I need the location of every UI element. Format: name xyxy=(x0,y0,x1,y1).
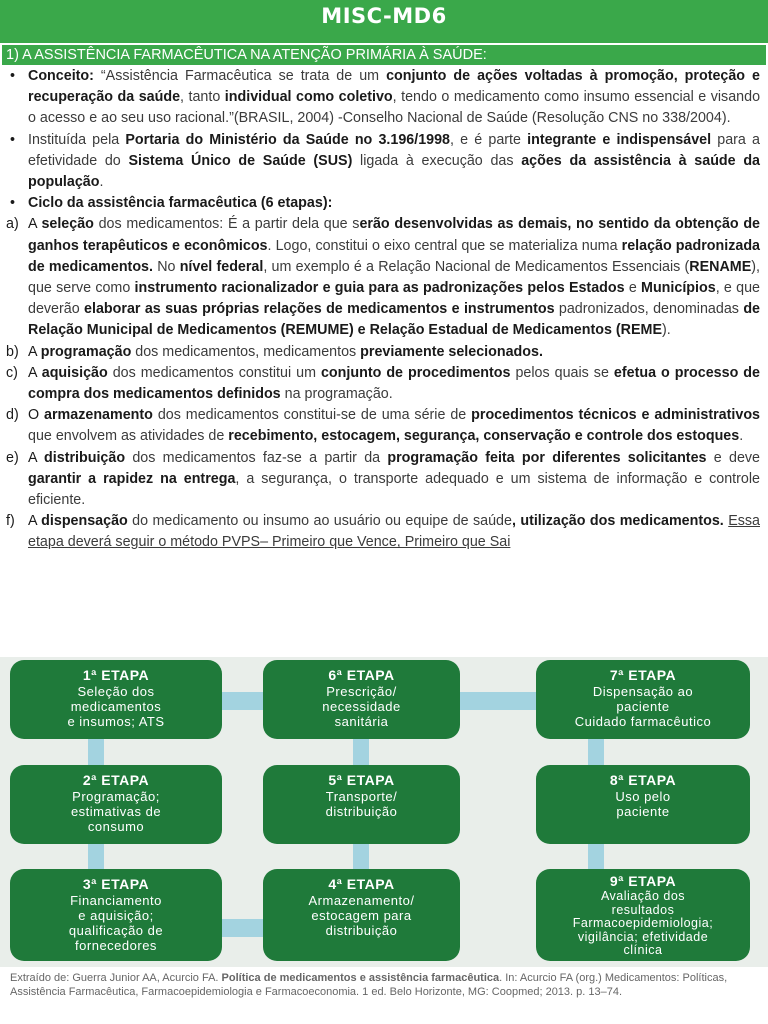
item-aquisicao: c) A aquisição dos medicamentos constitui um conjunto de procedimentos pelos quais se efetua o processo de compra dos medicamentos definidos na programação. xyxy=(6,364,760,403)
item-armazenamento: d) O armazenamento dos medicamentos constitui-se de uma série de procedimentos técnicos e administrativos que envolvem as atividades de recebimento, estocagem, segurança, conservação e controle dos estoques. xyxy=(6,407,761,445)
item-programacao: b) A programação dos medicamentos, medicamentos previamente selecionados. xyxy=(6,343,543,360)
bullet-conceito: • Conceito: “Assistência Farmacêutica se trata de um conjunto de ações voltadas à promoção, proteção e recuperação da saúde, tanto individual como coletivo, tendo o medicamento como insumo essencial e visando o acesso e ao seu uso racional.”(BRASIL, 2004) -Conselho Nacional de Saúde (Resolução CNS no 338/2004). xyxy=(10,68,761,127)
label: Conceito: xyxy=(28,68,94,84)
item-distribuicao: e) A distribuição dos medicamentos faz-se a partir da programação feita por diferentes solicitantes e deve garantir a rapidez na entrega, a segurança, o transporte adequado e um sistema de informação e controle eficiente. xyxy=(6,449,760,509)
stage-4-box: 4ª ETAPA Armazenamento/ estocagem para distribuição xyxy=(263,869,460,961)
source-citation: Extraído de: Guerra Junior AA, Acurcio FA. Política de medicamentos e assistência farmacêutica. In: Acurcio FA (org.) Medicamentos: Políticas, Assistência Farmacêutica, Farmacoepidemiologia e Farmacoeconomia. 1 ed. Belo Horizonte, MG: Coopmed; 2013. p. 13–74. xyxy=(10,972,728,998)
stage-5-box: 5ª ETAPA Transporte/ distribuição xyxy=(263,765,460,844)
item-selecao: a) A seleção dos medicamentos: É a partir dela que serão desenvolvidas as demais, no sentido da obtenção de ganhos terapêuticos e econômicos. Logo, constitui o eixo central que se materializa numa relação padronizada de medicamentos. No nível federal, um exemplo é a Relação Nacional de Medicamentos Essenciais (RENAME), que serve como instrumento racionalizador e guia para as padronizações pelos Estados e Municípios, e que deverão elaborar as suas próprias relações de medicamentos e instrumentos padronizados, denominadas de Relação Municipal de Medicamentos (REMUME) e Relação Estadual de Medicamentos (REME). xyxy=(6,216,760,339)
citation-title: Política de medicamentos e assistência farmacêutica xyxy=(221,972,500,984)
connector-8-9 xyxy=(588,840,604,872)
connector-2-3 xyxy=(88,840,104,872)
stage-2-box: 2ª ETAPA Programação; estimativas de consumo xyxy=(10,765,222,844)
stage-9-box: 9ª ETAPA Avaliação dos resultados Farmacoepidemiologia; vigilância; efetividade clínica xyxy=(536,869,750,961)
item-dispensacao: f) A dispensação do medicamento ou insumo ao usuário ou equipe de saúde, utilização dos medicamentos. Essa etapa deverá seguir o método PVPS– Primeiro que Vence, Primeiro que Sai xyxy=(6,513,760,551)
connector-4-5 xyxy=(353,840,369,872)
page-title: MISC-MD6 xyxy=(321,4,447,28)
bullet-dot: • xyxy=(10,131,16,148)
main-content xyxy=(6,66,760,554)
pharmaceutical-cycle-diagram xyxy=(0,657,768,967)
bullet-dot: • xyxy=(10,195,16,212)
stage-6-box: 6ª ETAPA Prescrição/ necessidade sanitária xyxy=(263,660,460,739)
connector-6-7 xyxy=(460,692,540,710)
bullet-ciclo: • Ciclo da assistência farmacêutica (6 etapas): xyxy=(6,193,760,214)
section-heading: 1) A ASSISTÊNCIA FARMACÊUTICA NA ATENÇÃO PRIMÁRIA À SAÚDE: xyxy=(2,45,766,65)
bullet-portaria: • Instituída pela Portaria do Ministério da Saúde no 3.196/1998, e é parte integrante e indispensável para a efetividade do Sistema Único de Saúde (SUS) ligada à execução das ações da assistência à saúde da população. xyxy=(10,131,761,191)
stage-1-box: 1ª ETAPA Seleção dos medicamentos e insumos; ATS xyxy=(10,660,222,739)
stage-3-box: 3ª ETAPA Financiamento e aquisição; qualificação de fornecedores xyxy=(10,869,222,961)
stage-8-box: 8ª ETAPA Uso pelo paciente xyxy=(536,765,750,844)
title-banner xyxy=(0,0,768,43)
stage-7-box: 7ª ETAPA Dispensação ao paciente Cuidado farmacêutico xyxy=(536,660,750,739)
bullet-dot: • xyxy=(10,68,16,84)
pvps-note: Essa etapa deverá seguir o método PVPS– Primeiro que Vence, Primeiro que Sai xyxy=(28,513,760,551)
